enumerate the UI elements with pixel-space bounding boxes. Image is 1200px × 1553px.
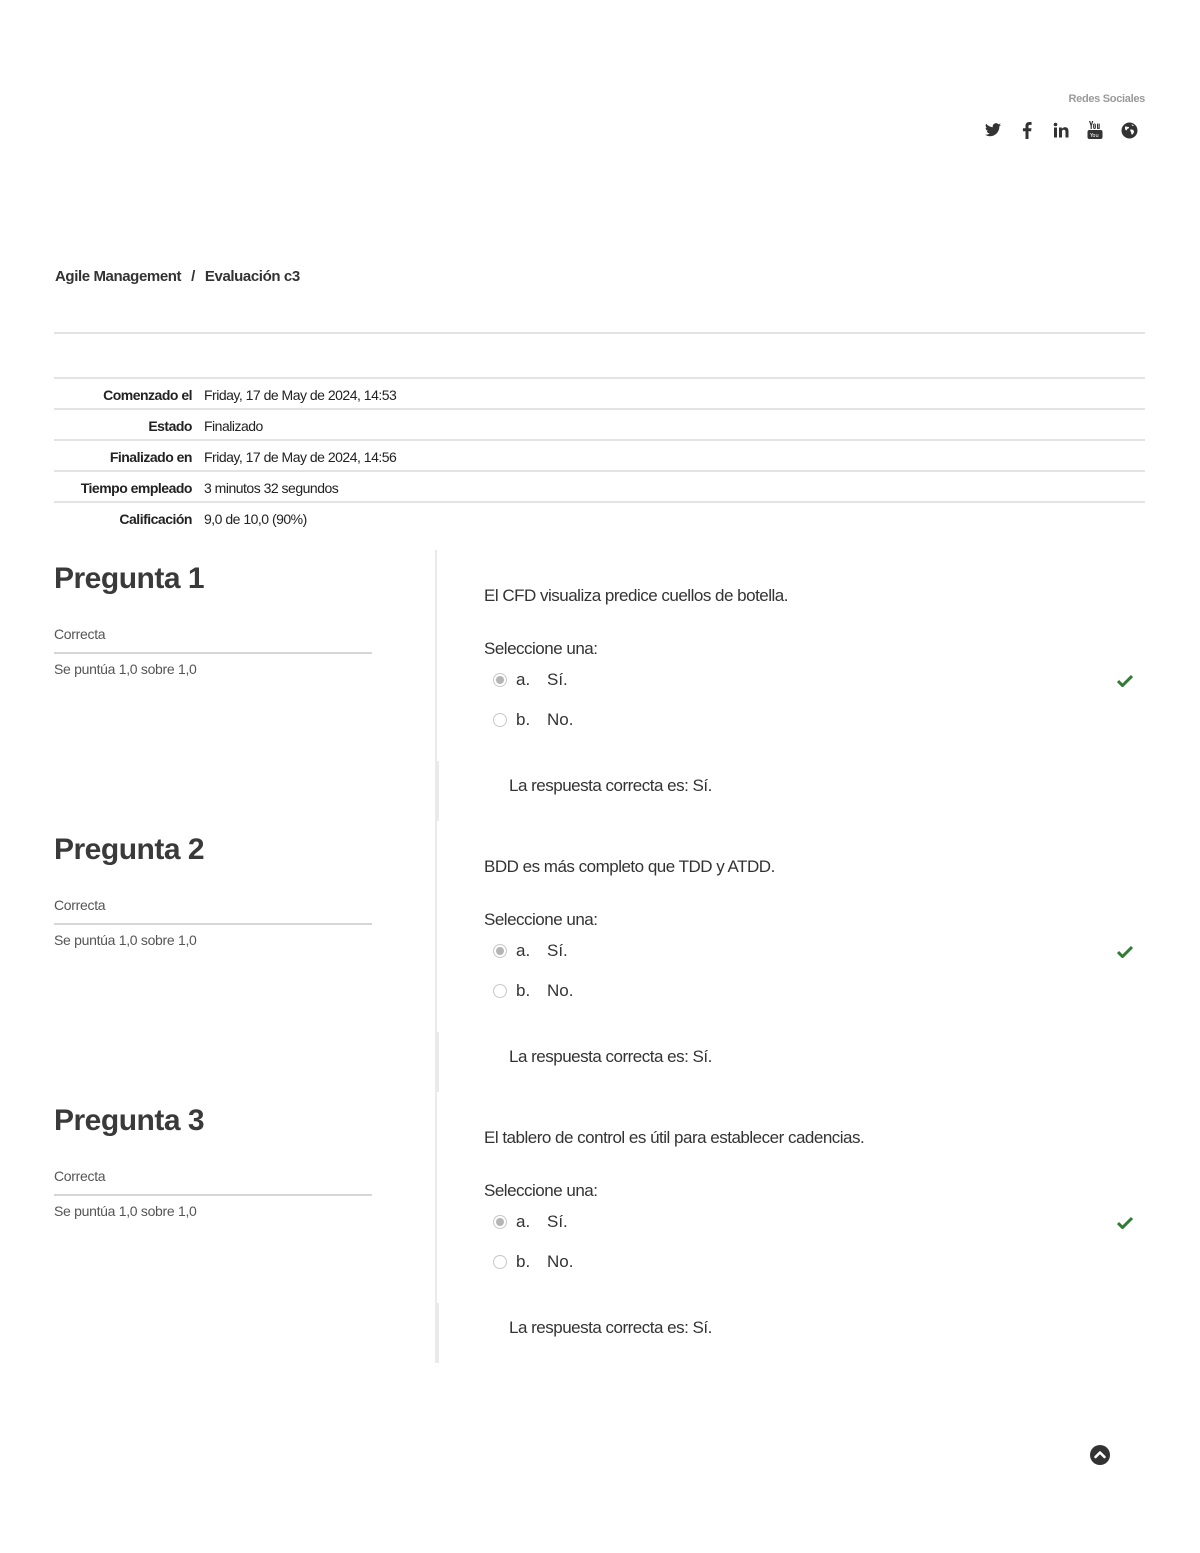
social-networks-label: Redes Sociales xyxy=(1068,93,1145,105)
summary-label: Estado xyxy=(148,418,192,434)
question-title: Pregunta 2 xyxy=(54,833,205,866)
answer-letter: a. xyxy=(516,941,531,960)
answer-letter: b. xyxy=(516,1252,531,1271)
correct-check-icon xyxy=(1117,674,1133,687)
breadcrumb xyxy=(55,268,300,285)
answer-option-a[interactable] xyxy=(493,1212,1143,1232)
radio-button-selected[interactable] xyxy=(493,1215,507,1229)
question-content xyxy=(435,1092,1145,1363)
feedback-box xyxy=(437,1303,1145,1363)
question-title: Pregunta 3 xyxy=(54,1104,205,1137)
summary-value: Finalizado xyxy=(204,418,263,434)
chevron-up-circle-icon xyxy=(1089,1444,1111,1466)
question-text: El CFD visualiza predice cuellos de botella. xyxy=(484,586,788,605)
question-info xyxy=(54,550,372,677)
attempt-summary-table xyxy=(54,377,1145,532)
svg-text:You: You xyxy=(1090,133,1099,139)
globe-icon[interactable] xyxy=(1120,120,1138,140)
feedback-box xyxy=(437,1032,1145,1092)
summary-row-started xyxy=(54,378,1145,409)
divider xyxy=(54,332,1145,334)
question-state: Correcta xyxy=(54,626,372,654)
question-info xyxy=(54,1092,372,1219)
answer-label: No. xyxy=(547,981,574,1000)
social-icons xyxy=(984,120,1138,140)
question-grade: Se puntúa 1,0 sobre 1,0 xyxy=(54,932,197,948)
twitter-icon[interactable] xyxy=(984,120,1002,140)
facebook-icon[interactable] xyxy=(1018,120,1036,140)
radio-button[interactable] xyxy=(493,1255,507,1269)
summary-row-grade xyxy=(54,502,1145,532)
summary-label: Calificación xyxy=(119,511,192,527)
answer-letter: b. xyxy=(516,981,531,1000)
answer-option-b[interactable] xyxy=(493,710,573,730)
answer-option-b[interactable] xyxy=(493,1252,573,1272)
summary-row-time-taken xyxy=(54,471,1145,502)
question-1 xyxy=(54,550,1145,821)
answer-option-a[interactable] xyxy=(493,941,1143,961)
question-info xyxy=(54,821,372,948)
summary-label: Finalizado en xyxy=(109,449,192,465)
answer-label: Sí. xyxy=(547,941,568,960)
radio-button-selected[interactable] xyxy=(493,673,507,687)
answer-letter: a. xyxy=(516,1212,531,1231)
correct-answer-feedback: La respuesta correcta es: Sí. xyxy=(509,1318,712,1337)
breadcrumb-separator: / xyxy=(191,268,195,285)
feedback-box xyxy=(437,761,1145,821)
answer-option-a[interactable] xyxy=(493,670,1143,690)
question-text: El tablero de control es útil para establecer cadencias. xyxy=(484,1128,865,1147)
summary-label: Tiempo empleado xyxy=(80,480,192,496)
answer-letter: b. xyxy=(516,710,531,729)
question-text: BDD es más completo que TDD y ATDD. xyxy=(484,857,775,876)
correct-check-icon xyxy=(1117,1216,1133,1229)
question-state: Correcta xyxy=(54,1168,372,1196)
correct-answer-feedback: La respuesta correcta es: Sí. xyxy=(509,1047,712,1066)
summary-row-finished xyxy=(54,440,1145,471)
answer-label: No. xyxy=(547,710,574,729)
radio-button[interactable] xyxy=(493,984,507,998)
answer-prompt: Seleccione una: xyxy=(484,910,598,929)
summary-label: Comenzado el xyxy=(103,387,192,403)
summary-value: Friday, 17 de May de 2024, 14:53 xyxy=(204,387,397,403)
breadcrumb-current-page[interactable]: Evaluación c3 xyxy=(204,268,300,285)
summary-value: Friday, 17 de May de 2024, 14:56 xyxy=(204,449,397,465)
answer-option-b[interactable] xyxy=(493,981,573,1001)
answer-prompt: Seleccione una: xyxy=(484,639,598,658)
question-2 xyxy=(54,821,1145,1092)
summary-value: 9,0 de 10,0 (90%) xyxy=(204,511,307,527)
correct-check-icon xyxy=(1117,945,1133,958)
question-title: Pregunta 1 xyxy=(54,562,205,595)
answer-label: Sí. xyxy=(547,670,568,689)
breadcrumb-course-link[interactable]: Agile Management xyxy=(55,268,182,285)
linkedin-icon[interactable] xyxy=(1052,120,1070,140)
question-content xyxy=(435,821,1145,1092)
question-grade: Se puntúa 1,0 sobre 1,0 xyxy=(54,661,197,677)
summary-row-state xyxy=(54,409,1145,440)
answer-prompt: Seleccione una: xyxy=(484,1181,598,1200)
summary-value: 3 minutos 32 segundos xyxy=(204,480,339,496)
radio-button[interactable] xyxy=(493,713,507,727)
question-state: Correcta xyxy=(54,897,372,925)
answer-label: Sí. xyxy=(547,1212,568,1231)
question-3 xyxy=(54,1092,1145,1363)
question-grade: Se puntúa 1,0 sobre 1,0 xyxy=(54,1203,197,1219)
back-to-top-button[interactable] xyxy=(1089,1444,1111,1466)
answer-letter: a. xyxy=(516,670,531,689)
radio-button-selected[interactable] xyxy=(493,944,507,958)
question-content xyxy=(435,550,1145,821)
youtube-icon[interactable] xyxy=(1086,120,1104,140)
answer-label: No. xyxy=(547,1252,574,1271)
correct-answer-feedback: La respuesta correcta es: Sí. xyxy=(509,776,712,795)
